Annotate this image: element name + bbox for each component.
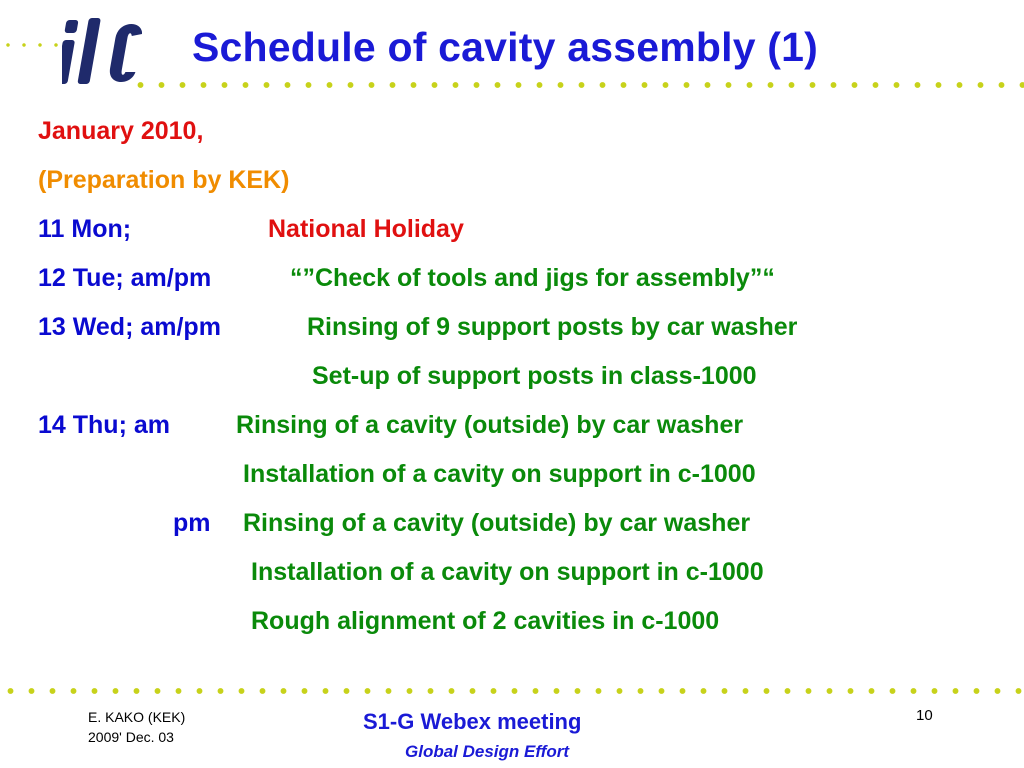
day-14-pm-label: pm <box>173 509 211 537</box>
day-14-pm-text-2: Installation of a cavity on support in c-1000 <box>251 558 764 586</box>
footer-author <box>88 707 185 747</box>
slide-title: Schedule of cavity assembly (1) <box>192 24 819 70</box>
day-11-label: 11 Mon; <box>38 215 132 243</box>
decorative-dot-rule-bottom <box>0 686 1024 696</box>
day-11-text: National Holiday <box>268 215 464 243</box>
day-14-pm-text-3: Rough alignment of 2 cavities in c-1000 <box>251 607 720 635</box>
footer-author-name: E. KAKO (KEK) <box>88 709 186 725</box>
day-14-label: 14 Thu; am <box>38 411 170 439</box>
month-heading: January 2010, <box>38 117 204 145</box>
day-14-pm-text-1: Rinsing of a cavity (outside) by car washer <box>243 509 751 537</box>
preparation-note: (Preparation by KEK) <box>38 166 290 194</box>
decorative-dot-rule-top <box>130 80 1024 90</box>
day-13-label: 13 Wed; am/pm <box>38 313 221 341</box>
footer-meeting-name: S1-G Webex meeting <box>363 709 582 734</box>
day-13-text-2: Set-up of support posts in class-1000 <box>312 362 757 390</box>
decorative-dot-rule-top-left <box>0 40 70 50</box>
day-13-text-1: Rinsing of 9 support posts by car washer <box>307 313 798 341</box>
day-14-am-text-1: Rinsing of a cavity (outside) by car washer <box>236 411 744 439</box>
footer-date: 2009' Dec. 03 <box>88 729 174 745</box>
day-14-am-text-2: Installation of a cavity on support in c-1000 <box>243 460 756 488</box>
day-12-label: 12 Tue; am/pm <box>38 264 212 292</box>
page-number: 10 <box>916 707 933 724</box>
footer-organization: Global Design Effort <box>405 742 570 761</box>
day-12-text: “”Check of tools and jigs for assembly”“ <box>290 264 775 292</box>
